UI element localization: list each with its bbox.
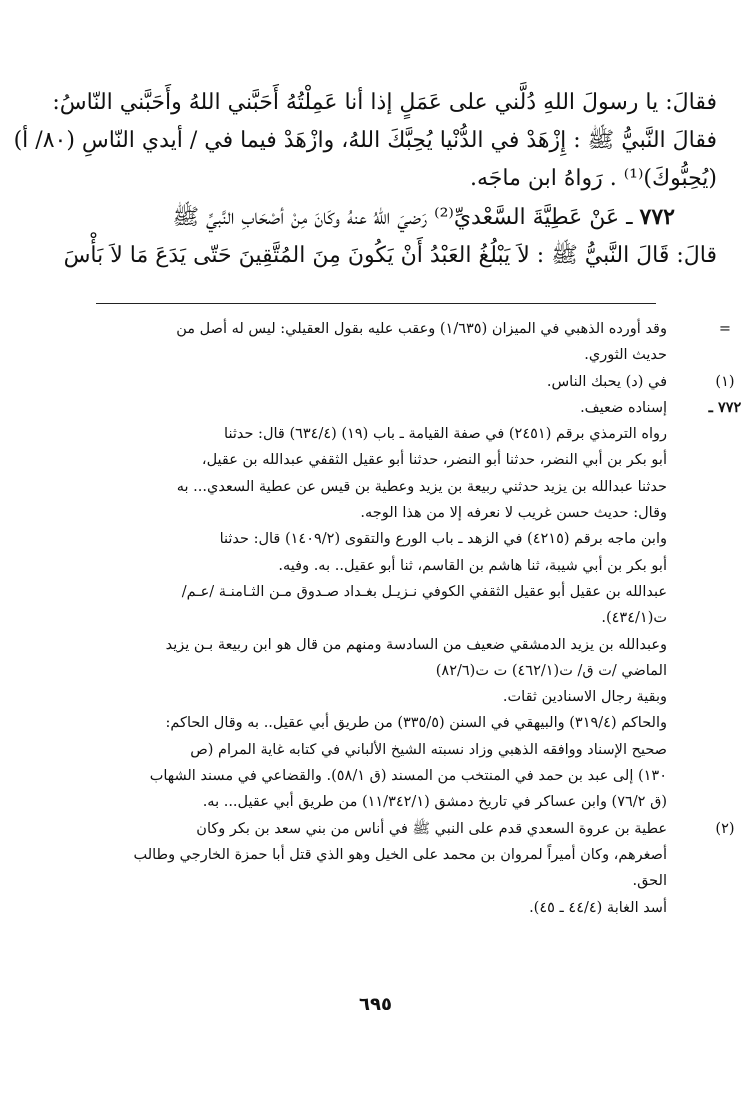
footnote-marker: ٧٧٢ ـ [708, 398, 742, 416]
footnote-line: أبو بكر بن أبي شيبة، ثنا هاشم بن القاسم، ثنا أبو عقيل.. به. وفيه. [278, 557, 667, 574]
footnote-marker: (١) [715, 373, 735, 390]
footnote-separator [96, 303, 656, 304]
footnote [98, 395, 742, 816]
footnote [98, 369, 735, 395]
footnote-line: وقد أورده الذهبي في الميزان (١/٦٣٥) وعقب عليه بقول العقيلي: ليس له أصل من [176, 321, 667, 337]
footnote-line: ت(٤٣٤/١). [601, 610, 667, 627]
footnote-line: عبدالله بن عقيل أبو عقيل الثقفي الكوفي نـزيـل بغـداد صـدوق مـن الثـامنـة /عـم/ [181, 583, 667, 600]
footnote-line: إسناده ضعيف. [580, 399, 667, 416]
footnote-line: أصغرهم، وكان أميراً لمروان بن محمد على الخيل وهو الذي قتل أبا حمزة الخارجي وطالب [133, 846, 667, 863]
footnote-line: والحاكم (٣١٩/٤) والبيهقي في السنن (٣٣٥/٥) من طريق أبي عقيل.. به وقال الحاكم: [165, 715, 667, 732]
footnote-marker: (٢) [715, 820, 735, 837]
footnote-line: الماضي /ت ق/ ت(٤٦٢/١) ت ت(٨٢/٦) [435, 662, 667, 679]
footnote-line: أبو بكر بن أبي النضر، حدثنا أبو النضر، حدثنا أبو عقيل الثقفي عبدالله بن عقيل، [201, 452, 667, 469]
main-text-line: فقالَ: يا رسولَ اللهِ دُلَّني على عَمَلٍ إذا أنا عَمِلْتُهُ أَحَبَّني اللهُ وأَحَبَّني النّاسُ: [52, 90, 717, 115]
main-text-line: (يُحِبُّوكَ)⁽¹⁾ . رَواهُ ابن ماجَه. [470, 166, 717, 191]
page-number: ٦٩٥ [359, 994, 392, 1015]
footnote-line: ١٣٠) إلى عبد بن حمد في المنتخب من المسند (ق ٥٨/١). والقضاعي في مسند الشهاب [149, 768, 667, 785]
main-text-line: ـ عَنْ عَطِيَّةَ السَّعْديِّ⁽²⁾ رَضيَ اللهُ عنهُ وكَانَ مِنْ أصْحَابِ النَّبيِّ ﷺ [172, 205, 640, 230]
footnote-line: رواه الترمذي برقم (٢٤٥١) في صفة القيامة ـ باب (١٩) (٦٣٤/٤) قال: حدثنا [224, 426, 667, 443]
footnote-line: وعبدالله بن يزيد الدمشقي ضعيف من السادسة ومنهم من قال هو ابن ربيعة بـن يزيد [165, 636, 667, 653]
hadith-heading [24, 198, 717, 237]
footnote-line: أسد الغابة (٤٤/٤ ـ ٤٥). [529, 899, 667, 916]
footnote [98, 316, 732, 369]
footnote-line: في (د) يحبك الناس. [546, 373, 667, 390]
footnotes [98, 316, 742, 921]
main-text [13, 84, 717, 275]
main-text-line: قالَ: قَالَ النَّبيُّ ﷺ : لاَ يَبْلُغُ العَبْدُ أَنْ يَكُونَ مِنَ المُتَّقِينَ حَتّى يَدَعَ مَا لاَ بَأْسَ [63, 243, 717, 268]
footnote [98, 816, 735, 921]
footnote-line: صحيح الإسناد ووافقه الذهبي وزاد نسبته الشيخ الألباني في كتابه غاية المرام (ص [190, 741, 667, 758]
footnote-line: وبقية رجال الاسنادين ثقات. [502, 689, 667, 706]
footnote-line: الحق. [632, 873, 667, 890]
hadith-number: ٧٧٢ [639, 204, 675, 230]
footnote-line: وابن ماجه برقم (٤٢١٥) في الزهد ـ باب الورع والتقوى (١٤٠٩/٢) قال: حدثنا [219, 531, 667, 548]
footnote-line: حدثنا عبدالله بن يزيد حدثني ربيعة بن يزيد وعطية بن قيس عن عطية السعدي... به [176, 478, 667, 495]
footnote-line: عطية بن عروة السعدي قدم على النبي ﷺ في أناس من بني سعد بن بكر وكان [196, 820, 667, 837]
footnote-marker: = [718, 321, 732, 337]
footnote-line: وقال: حديث حسن غريب لا نعرفه إلا من هذا الوجه. [360, 505, 667, 522]
footnote-line: (ق ٧٦/٢) وابن عساكر في تاريخ دمشق (١١/٣٤٢/١) من طريق أبي عقيل... به. [202, 794, 667, 811]
footnote-line: حديث الثوري. [584, 347, 667, 364]
main-text-line: فقالَ النَّبيُّ ﷺ : إِزْهَدْ في الدُّنْيا يُحِبَّكَ اللهُ، وازْهَدْ فيما في / أيدي النّاسِ (٨٠/ أ) [13, 128, 717, 153]
